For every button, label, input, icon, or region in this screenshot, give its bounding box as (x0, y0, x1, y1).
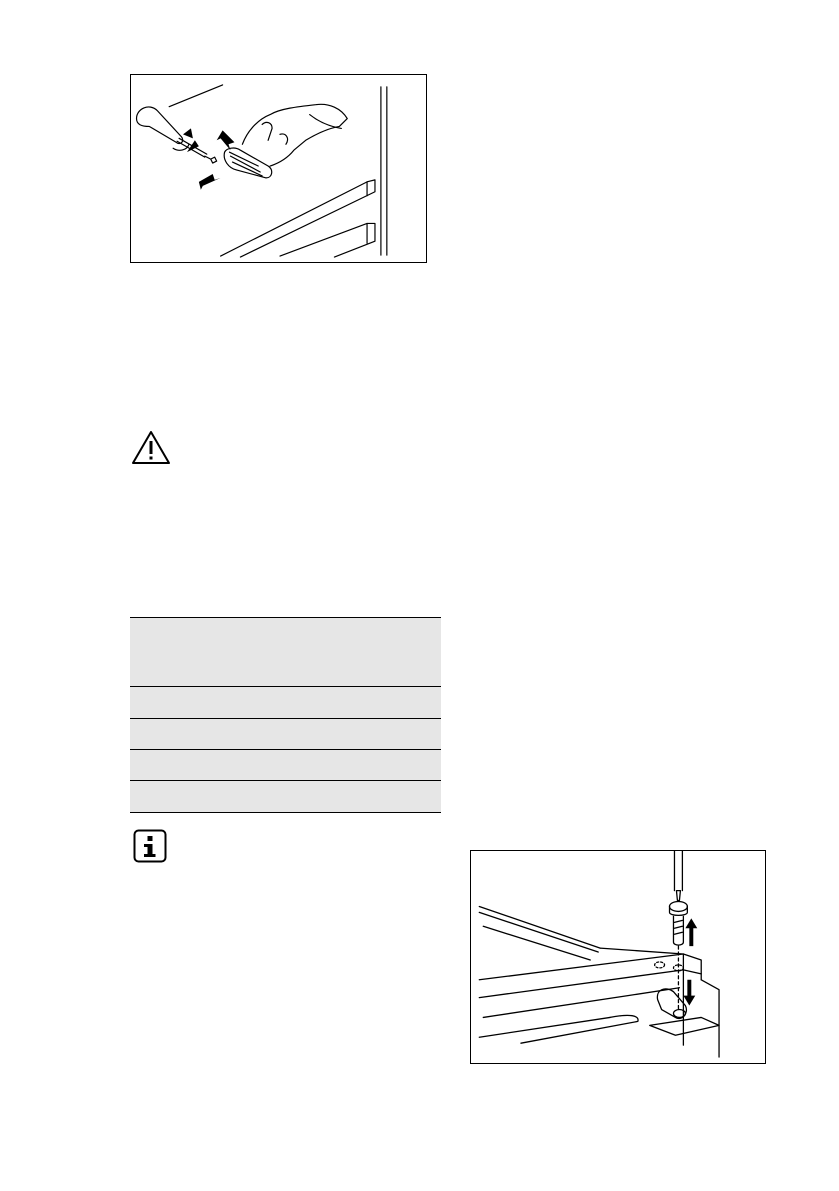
hinge-screw-drawing (471, 851, 765, 1063)
specification-table (130, 617, 441, 813)
handle-removal-illustration (130, 74, 427, 263)
table-header (130, 617, 441, 687)
table-row (130, 781, 441, 813)
table-row (130, 687, 441, 719)
handle-removal-drawing (131, 75, 426, 262)
table-row (130, 750, 441, 781)
warning-triangle-icon (131, 430, 171, 466)
hinge-screw-illustration (470, 850, 766, 1064)
table-row (130, 719, 441, 750)
info-icon (133, 829, 167, 863)
